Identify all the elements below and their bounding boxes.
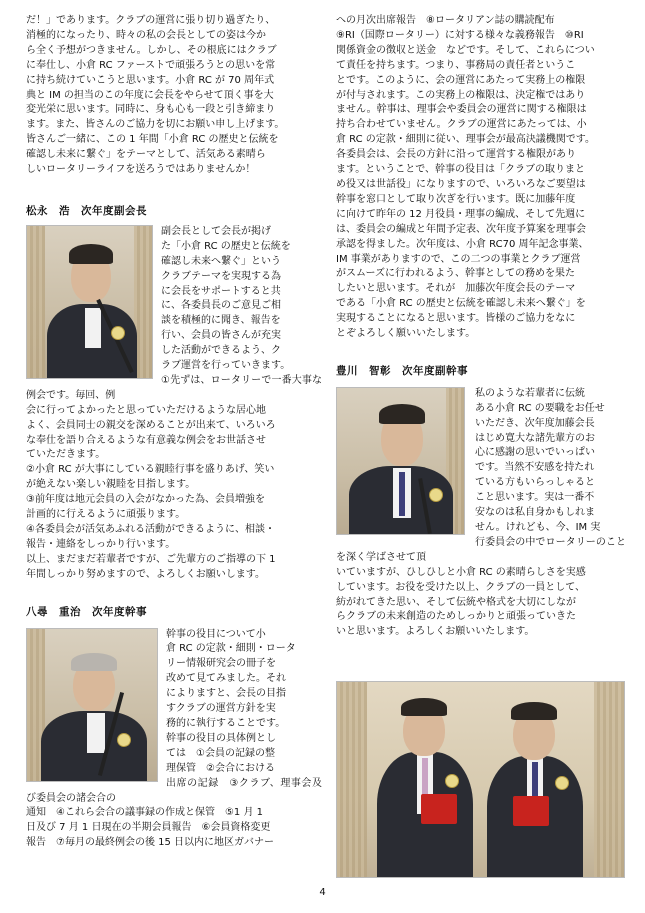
- text-line: ③前年度は地元会員の入会がなかった為、会員増強を: [26, 494, 265, 506]
- text-line: クラブテーマを実現する為: [161, 270, 281, 282]
- text-line: ある小倉 RC の要職をお任せ: [475, 402, 605, 414]
- text-line: です。当然不安感を持たれ: [475, 462, 595, 474]
- text-line: いていますが、ひしひしと小倉 RC の素晴らしさを実感: [336, 566, 586, 578]
- text-line: は、委員会の編成と年間予定表、次年度予算案を理事会: [336, 223, 586, 235]
- text-line: た「小倉 RC の歴史と伝統を: [161, 240, 291, 252]
- text-line: はじめ寛大な諸先輩方のお: [475, 432, 595, 444]
- text-line: ②小倉 RC が大事にしている親睦行事を盛りあげ、笑い: [26, 464, 275, 476]
- text-line: に奉仕し、小倉 RC ファーストで頑張ろうとの思いを常: [26, 59, 276, 71]
- text-line: リー情報研究会の冊子を: [166, 658, 276, 670]
- text-line: ます。また、皆さんのご協力を切にお願い申し上げます。: [26, 119, 285, 131]
- text-line: いと思います。よろしくお願いいたします。: [336, 626, 535, 638]
- text-line: 関係資金の徴収と送金 などです。そして、これらについ: [336, 44, 595, 56]
- text-line: 行委員会の中でロータリーのことを深く学ばさせて頂: [336, 536, 626, 563]
- text-line: ④各委員会が活気あふれる活動ができるように、相談・: [26, 524, 275, 535]
- text-line: 出席の記録 ③クラブ、理事会及び委員会の諸会合の: [26, 777, 322, 804]
- text-line: ラブ運営を行っていきます。: [161, 360, 291, 372]
- text-line: が絶えない楽しい親睦を目指します。: [26, 479, 196, 491]
- section-heading-deputy-secretary: 豊川 智彰 次年度副幹事: [336, 364, 468, 377]
- right-column: [336, 14, 626, 640]
- text-line: 倉 RC の定款・細則・ロータ: [166, 643, 296, 655]
- text-line: 幹事の役目について小: [166, 628, 266, 640]
- text-line: 持ち合わせていません。クラブの運営にあたっては、小: [336, 119, 587, 131]
- text-line: 年間しっかり努めますので、よろしくお願いします。: [26, 568, 265, 580]
- text-line: よく、会員同士の親交を深めることが出来て、いろいろ: [26, 419, 276, 431]
- intro-paragraph: [26, 14, 322, 178]
- text-line: て責任を持ちます。つまり、事務局の責任者というこ: [336, 59, 576, 71]
- text-line: への月次出席報告 ⑧ロータリアン誌の購読配布: [336, 15, 555, 26]
- photo-vice-president: [26, 225, 153, 379]
- text-line: 幹事を窓口として取り次ぎを行います。既に加藤年度: [336, 193, 576, 205]
- text-line: 紡がれてきた思い、そして伝統や格式を大切にしなが: [336, 596, 576, 608]
- text-line: 計画的に行えるように頑張ります。: [26, 509, 186, 521]
- text-line: 理保管 ②会合における: [166, 762, 275, 774]
- text-line: ている方もいらっしゃると: [475, 477, 595, 489]
- text-line: しています。お役を受けた以上、クラブの一員として、: [336, 581, 585, 593]
- text-line: こと思います。実は一番不: [475, 492, 595, 504]
- text-line: 安なのは私自身かもしれま: [475, 507, 595, 519]
- text-line: 消極的になったり、時々の私の会長としての姿は今か: [26, 29, 266, 41]
- section-heading-secretary: 八尋 重治 次年度幹事: [26, 605, 147, 618]
- text-line: 副会長として会長が掲げ: [161, 225, 271, 237]
- text-line: とです。このように、会の運営にあたって実務上の権限: [336, 74, 586, 86]
- text-line: 談を積極的に聞き、報告を: [161, 315, 281, 327]
- photo-two-members-with-gifts: [336, 681, 625, 878]
- text-line: した活動ができるよう、ク: [161, 345, 281, 357]
- text-line: いただき、次年度加藤会長: [475, 417, 595, 429]
- text-line: がスムーズに行われるよう、幹事としての務めを果た: [336, 268, 575, 280]
- text-line: 確認し未来へ繋ぐ」という: [161, 255, 281, 267]
- text-line: 実現することになると思います。皆様のご協力をなに: [336, 313, 576, 325]
- text-line: 私のような若輩者に伝統: [475, 387, 585, 399]
- text-line: しいロータリーライフを送ろうではありませんか！: [26, 164, 256, 176]
- text-line: ⑨RI（国際ロータリー）に対する様々な義務報告 ⑩RI: [336, 29, 584, 41]
- text-line: 報告・連絡をしっかり行います。: [26, 538, 176, 550]
- text-line: ません。幹事は、理事会や委員会の運営に関する権限は: [336, 104, 587, 116]
- text-line: 各委員会は、会長の方針に沿って運営する権限があり: [336, 149, 576, 161]
- page-number: 4: [319, 887, 326, 898]
- photo-deputy-secretary: [336, 387, 465, 535]
- text-line: ては ①会員の記録の整: [166, 747, 275, 759]
- text-line: 倉 RC の定款・細則に従い、理事会が最高決議機関です。: [336, 134, 595, 146]
- text-line: すクラブの運営方針を実: [166, 703, 276, 715]
- text-line: 改めて見てみました。それ: [166, 673, 286, 685]
- text-line: である「小倉 RC の歴史と伝統を確認し未来へ繋ぐ」を: [336, 298, 586, 310]
- text-line: 報告 ⑦毎月の最終例会の後 15 日以内に地区ガバナー: [26, 837, 275, 849]
- text-line: 確認し未来に繋ぐ」をテーマとして、活気ある素晴ら: [26, 149, 266, 161]
- text-line: に持ち続けていこうと思います。小倉 RC が 70 周年式: [26, 74, 275, 86]
- text-line: め役又は世話役」になりますので、いろいろなご要望は: [336, 178, 586, 190]
- text-line: 会に行ってよかったと思っていただけるような居心地: [26, 404, 266, 416]
- text-line: 変光栄に思います。同時に、身も心も一段と引き締まり: [26, 104, 276, 116]
- section-heading-vice-president: 松永 浩 次年度副会長: [26, 204, 147, 217]
- text-line: 以上、まだまだ若輩者ですが、ご先輩方のご指導の下 1: [26, 553, 276, 565]
- text-line: ら全く予想がつきません。しかし、その根底にはクラブ: [26, 44, 277, 56]
- text-line: 心に感謝の思いでいっぱい: [475, 447, 595, 459]
- left-column: [26, 14, 322, 851]
- text-line: 通知 ④これら会合の議事録の作成と保管 ⑤1 月 1: [26, 807, 264, 819]
- text-line: IM 事業がありますので、この二つの事業とクラブ運営: [336, 253, 581, 265]
- text-line: 承認を得ました。次年度は、小倉 RC70 周年記念事業、: [336, 238, 589, 250]
- text-line: に会長をサポートすると共: [161, 285, 281, 297]
- text-line: 幹事の役目の具体例とし: [166, 732, 276, 744]
- text-line: ていただきます。: [26, 449, 106, 461]
- text-line: に向けて昨年の 12 月役員・理事の編成、そして先週に: [336, 208, 586, 220]
- text-line: とぞよろしく願いいたします。: [336, 328, 476, 340]
- text-line: 典と IM の担当のこの年度に会長をやらせて頂く事を大: [26, 89, 274, 101]
- text-line: 日及び 7 月 1 日現在の半期会員報告 ⑥会員資格変更: [26, 822, 271, 834]
- text-line: 務的に執行することです。: [166, 717, 286, 729]
- text-line: だ！」であります。クラブの運営に張り切り過ぎたり、: [26, 15, 276, 26]
- secretary-continued-paragraph: [336, 14, 626, 342]
- text-line: に、各委員長のご意見ご相: [161, 300, 281, 312]
- text-line: ます。ということで、幹事の役目は「クラブの取りまと: [336, 164, 585, 176]
- text-line: によりますと、会長の目指: [166, 688, 286, 700]
- text-line: 皆さんご一緒に、この 1 年間「小倉 RC の歴史と伝統を: [26, 134, 279, 146]
- text-line: 行い、会員の皆さんが充実: [161, 330, 281, 342]
- text-line: ①先ずは、ロータリーで一番大事な例会です。毎回、例: [26, 374, 322, 401]
- text-line: な奉仕を語り合えるような有意義な例会をお世話させ: [26, 434, 266, 446]
- photo-secretary: [26, 628, 158, 782]
- text-line: したいと思います。それが 加藤次年度会長のテーマ: [336, 283, 576, 295]
- text-line: らクラブの未来創造のためしっかりと頑張っていきた: [336, 611, 576, 623]
- text-line: が付与されます。この実務上の権限は、決定権ではあり: [336, 89, 586, 101]
- text-line: せん。けれども、今、IM 実: [475, 522, 601, 533]
